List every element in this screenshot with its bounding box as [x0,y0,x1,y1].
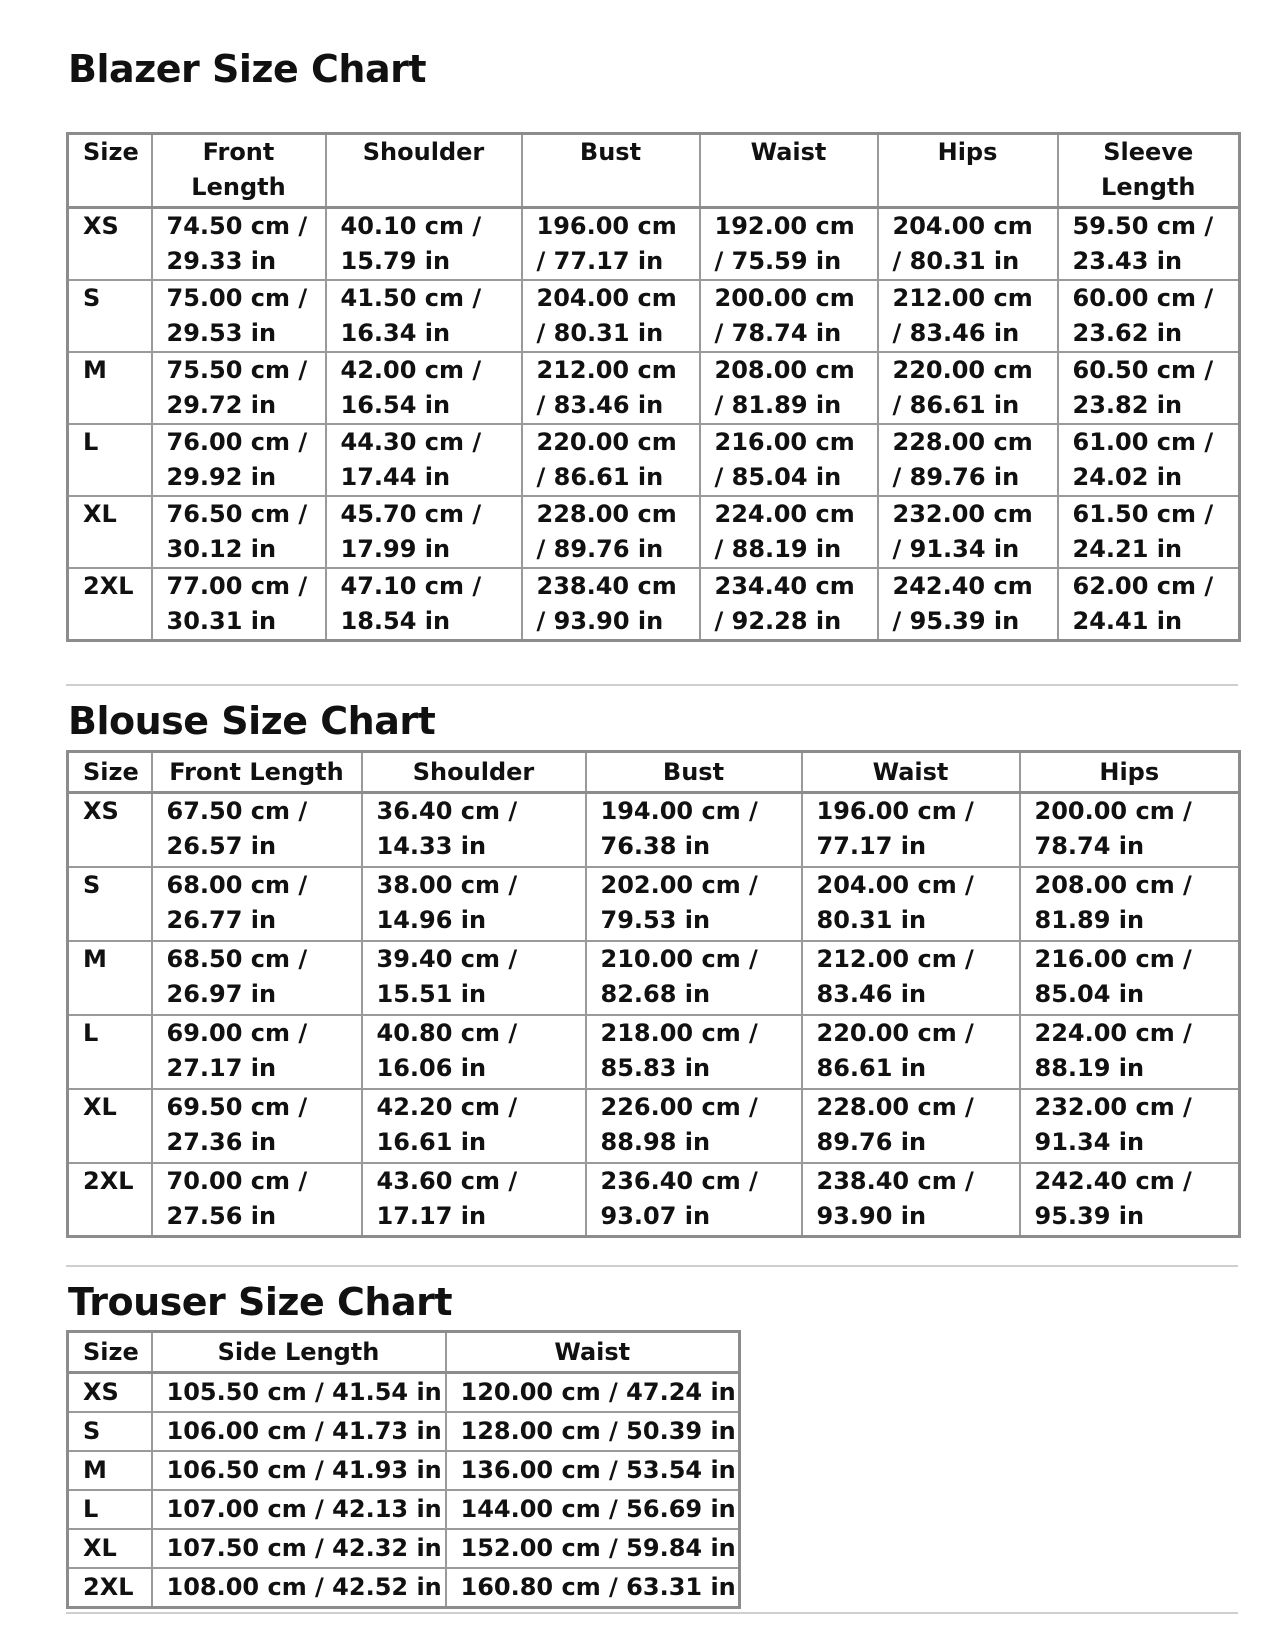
size-cell: 2XL [68,568,152,641]
front-length-cell: 68.50 cm / 26.97 in [152,941,362,1015]
sleeve-length-cell: 59.50 cm / 23.43 in [1058,208,1240,281]
size-cell: S [68,1412,152,1451]
size-cell: 2XL [68,1163,152,1237]
blazer-header-shoulder: Shoulder [326,134,522,208]
size-cell: XS [68,208,152,281]
size-cell: S [68,280,152,352]
shoulder-cell: 39.40 cm / 15.51 in [362,941,586,1015]
shoulder-cell: 40.10 cm / 15.79 in [326,208,522,281]
waist-cell: 220.00 cm / 86.61 in [802,1015,1020,1089]
blouse-header-bust: Bust [586,752,802,793]
hips-cell: 212.00 cm / 83.46 in [878,280,1058,352]
waist-cell: 120.00 cm / 47.24 in [446,1373,740,1413]
table-row [68,1568,740,1608]
bust-cell: 238.40 cm / 93.90 in [522,568,700,641]
size-cell: XL [68,1089,152,1163]
front-length-cell: 75.00 cm / 29.53 in [152,280,326,352]
table-row [68,568,1240,641]
waist-cell: 152.00 cm / 59.84 in [446,1529,740,1568]
hips-cell: 242.40 cm / 95.39 in [878,568,1058,641]
front-length-cell: 70.00 cm / 27.56 in [152,1163,362,1237]
waist-cell: 128.00 cm / 50.39 in [446,1412,740,1451]
section-divider [66,1612,1238,1614]
bust-cell: 218.00 cm / 85.83 in [586,1015,802,1089]
size-cell: L [68,1490,152,1529]
bust-cell: 196.00 cm / 77.17 in [522,208,700,281]
blazer-size-table [66,132,1241,642]
hips-cell: 216.00 cm / 85.04 in [1020,941,1240,1015]
shoulder-cell: 42.00 cm / 16.54 in [326,352,522,424]
bust-cell: 210.00 cm / 82.68 in [586,941,802,1015]
table-row [68,1373,740,1413]
side-length-cell: 108.00 cm / 42.52 in [152,1568,446,1608]
blazer-header-hips: Hips [878,134,1058,208]
table-row [68,1412,740,1451]
bust-cell: 202.00 cm / 79.53 in [586,867,802,941]
bust-cell: 194.00 cm / 76.38 in [586,793,802,867]
shoulder-cell: 38.00 cm / 14.96 in [362,867,586,941]
front-length-cell: 69.50 cm / 27.36 in [152,1089,362,1163]
blouse-chart-title: Blouse Size Chart [68,699,436,743]
shoulder-cell: 36.40 cm / 14.33 in [362,793,586,867]
blazer-header-sleeve-length: Sleeve Length [1058,134,1240,208]
bust-cell: 220.00 cm / 86.61 in [522,424,700,496]
blazer-chart-title: Blazer Size Chart [68,47,426,91]
shoulder-cell: 40.80 cm / 16.06 in [362,1015,586,1089]
trouser-size-table [66,1330,741,1609]
waist-cell: 212.00 cm / 83.46 in [802,941,1020,1015]
table-row [68,941,1240,1015]
front-length-cell: 68.00 cm / 26.77 in [152,867,362,941]
table-row [68,280,1240,352]
size-cell: XL [68,496,152,568]
size-cell: M [68,352,152,424]
size-cell: XS [68,1373,152,1413]
table-row [68,1089,1240,1163]
hips-cell: 224.00 cm / 88.19 in [1020,1015,1240,1089]
waist-cell: 160.80 cm / 63.31 in [446,1568,740,1608]
bust-cell: 204.00 cm / 80.31 in [522,280,700,352]
shoulder-cell: 41.50 cm / 16.34 in [326,280,522,352]
table-row [68,1529,740,1568]
blouse-size-table [66,750,1241,1238]
side-length-cell: 107.00 cm / 42.13 in [152,1490,446,1529]
size-cell: L [68,424,152,496]
waist-cell: 200.00 cm / 78.74 in [700,280,878,352]
front-length-cell: 74.50 cm / 29.33 in [152,208,326,281]
table-row [68,867,1240,941]
side-length-cell: 105.50 cm / 41.54 in [152,1373,446,1413]
blazer-header-front-length: Front Length [152,134,326,208]
blazer-header-bust: Bust [522,134,700,208]
size-cell: XS [68,793,152,867]
size-cell: 2XL [68,1568,152,1608]
hips-cell: 242.40 cm / 95.39 in [1020,1163,1240,1237]
trouser-header-row [68,1332,740,1373]
shoulder-cell: 44.30 cm / 17.44 in [326,424,522,496]
trouser-header-size: Size [68,1332,152,1373]
blouse-header-row [68,752,1240,793]
table-row [68,352,1240,424]
waist-cell: 144.00 cm / 56.69 in [446,1490,740,1529]
table-row [68,1451,740,1490]
front-length-cell: 75.50 cm / 29.72 in [152,352,326,424]
blouse-header-waist: Waist [802,752,1020,793]
bust-cell: 236.40 cm / 93.07 in [586,1163,802,1237]
hips-cell: 228.00 cm / 89.76 in [878,424,1058,496]
waist-cell: 238.40 cm / 93.90 in [802,1163,1020,1237]
blouse-header-hips: Hips [1020,752,1240,793]
hips-cell: 208.00 cm / 81.89 in [1020,867,1240,941]
blazer-header-size: Size [68,134,152,208]
size-cell: M [68,941,152,1015]
blazer-header-waist: Waist [700,134,878,208]
trouser-header-side-length: Side Length [152,1332,446,1373]
hips-cell: 232.00 cm / 91.34 in [1020,1089,1240,1163]
blouse-header-size: Size [68,752,152,793]
side-length-cell: 106.50 cm / 41.93 in [152,1451,446,1490]
section-divider [66,1265,1238,1267]
shoulder-cell: 42.20 cm / 16.61 in [362,1089,586,1163]
size-cell: M [68,1451,152,1490]
table-row [68,793,1240,867]
side-length-cell: 106.00 cm / 41.73 in [152,1412,446,1451]
waist-cell: 192.00 cm / 75.59 in [700,208,878,281]
trouser-chart-title: Trouser Size Chart [68,1280,453,1324]
sleeve-length-cell: 60.50 cm / 23.82 in [1058,352,1240,424]
shoulder-cell: 47.10 cm / 18.54 in [326,568,522,641]
front-length-cell: 67.50 cm / 26.57 in [152,793,362,867]
hips-cell: 204.00 cm / 80.31 in [878,208,1058,281]
bust-cell: 212.00 cm / 83.46 in [522,352,700,424]
front-length-cell: 76.50 cm / 30.12 in [152,496,326,568]
sleeve-length-cell: 62.00 cm / 24.41 in [1058,568,1240,641]
blouse-header-shoulder: Shoulder [362,752,586,793]
waist-cell: 234.40 cm / 92.28 in [700,568,878,641]
table-row [68,1163,1240,1237]
trouser-header-waist: Waist [446,1332,740,1373]
size-cell: L [68,1015,152,1089]
blouse-header-front-length: Front Length [152,752,362,793]
hips-cell: 232.00 cm / 91.34 in [878,496,1058,568]
section-divider [66,684,1238,686]
blazer-header-row [68,134,1240,208]
waist-cell: 136.00 cm / 53.54 in [446,1451,740,1490]
front-length-cell: 69.00 cm / 27.17 in [152,1015,362,1089]
sleeve-length-cell: 61.50 cm / 24.21 in [1058,496,1240,568]
table-row [68,208,1240,281]
hips-cell: 220.00 cm / 86.61 in [878,352,1058,424]
side-length-cell: 107.50 cm / 42.32 in [152,1529,446,1568]
shoulder-cell: 43.60 cm / 17.17 in [362,1163,586,1237]
table-row [68,496,1240,568]
sleeve-length-cell: 61.00 cm / 24.02 in [1058,424,1240,496]
waist-cell: 216.00 cm / 85.04 in [700,424,878,496]
bust-cell: 226.00 cm / 88.98 in [586,1089,802,1163]
sleeve-length-cell: 60.00 cm / 23.62 in [1058,280,1240,352]
shoulder-cell: 45.70 cm / 17.99 in [326,496,522,568]
hips-cell: 200.00 cm / 78.74 in [1020,793,1240,867]
front-length-cell: 76.00 cm / 29.92 in [152,424,326,496]
waist-cell: 208.00 cm / 81.89 in [700,352,878,424]
waist-cell: 228.00 cm / 89.76 in [802,1089,1020,1163]
size-cell: S [68,867,152,941]
table-row [68,1490,740,1529]
table-row [68,424,1240,496]
table-row [68,1015,1240,1089]
bust-cell: 228.00 cm / 89.76 in [522,496,700,568]
front-length-cell: 77.00 cm / 30.31 in [152,568,326,641]
waist-cell: 196.00 cm / 77.17 in [802,793,1020,867]
size-cell: XL [68,1529,152,1568]
waist-cell: 224.00 cm / 88.19 in [700,496,878,568]
waist-cell: 204.00 cm / 80.31 in [802,867,1020,941]
